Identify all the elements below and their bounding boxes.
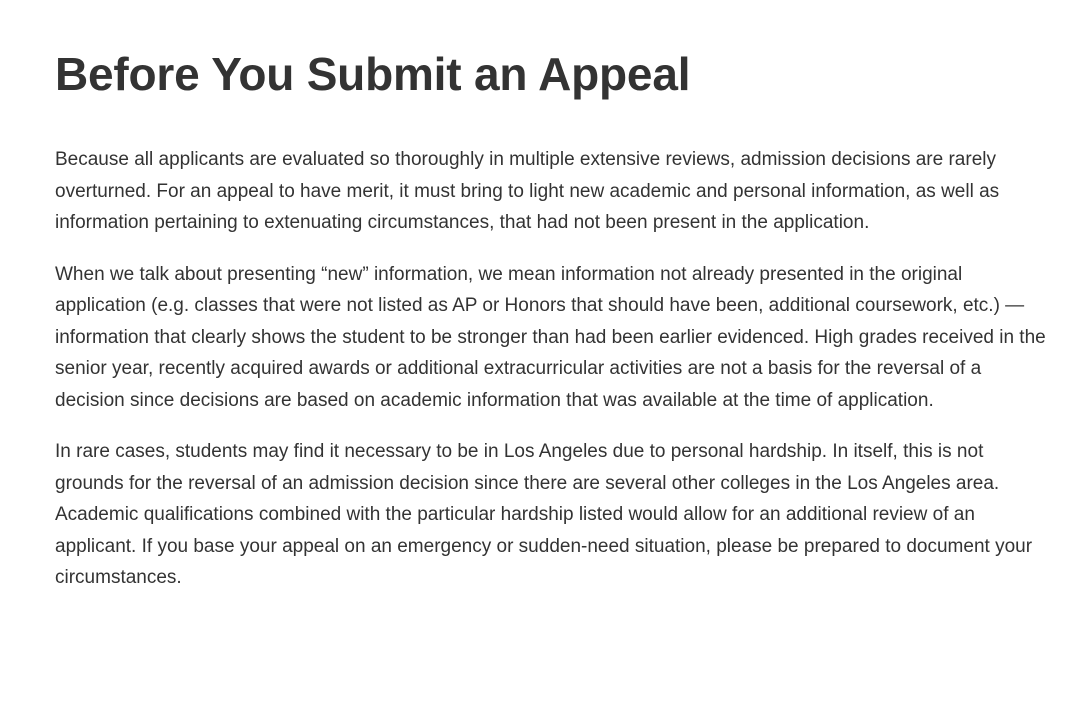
paragraph-merit: Because all applicants are evaluated so thoroughly in multiple extensive reviews, admission decisions are rarely overturned. For an appeal to have merit, it must bring to light new academic and personal information, as well as information pertaining to extenuating circumstances, that had not been present in the application. <box>55 149 1000 233</box>
paragraph-new-information: When we talk about presenting “new” information, we mean information not already presented in the original application (e.g. classes that were not listed as AP or Honors that should have been, additional coursework, etc.) — information that clearly shows the student to be stronger than had been earlier evidenced. High grades received in the senior year, recently acquired awards or additional extracurricular activities are not a basis for the reversal of a decision since decisions are based on academic information that was available at the time of application. <box>55 263 1046 411</box>
page-title: Before You Submit an Appeal <box>55 48 691 100</box>
paragraph-hardship: In rare cases, students may find it necessary to be in Los Angeles due to personal hardship. In itself, this is not grounds for the reversal of an admission decision since there are several other colleges in the Los Angeles area. Academic qualifications combined with the particular hardship listed would allow for an additional review of an applicant. If you base your appeal on an emergency or sudden-need situation, please be prepared to document your circumstances. <box>55 441 1033 588</box>
